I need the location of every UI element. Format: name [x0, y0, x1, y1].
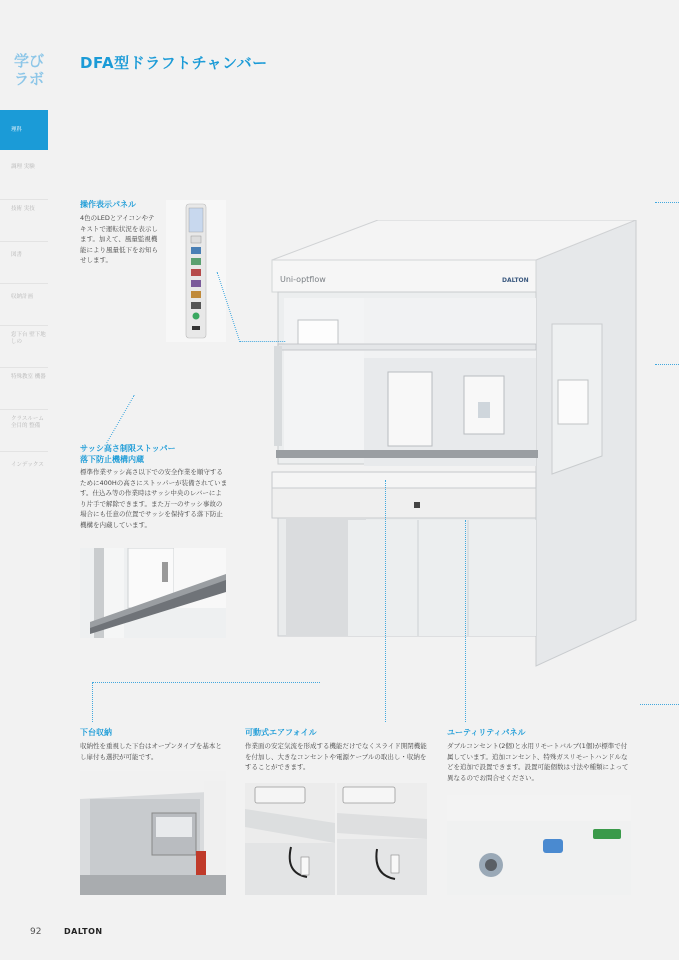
airfoil-photo-1	[245, 783, 335, 895]
sash-stopper-photo	[80, 548, 226, 638]
sash-section-title-1: サッシ高さ制限ストッパー	[80, 444, 176, 453]
sidebar-item-special-rooms[interactable]	[0, 368, 48, 410]
airfoil-photo-2	[337, 783, 427, 895]
callout-line-sash	[106, 395, 166, 443]
callout-line-utility	[465, 520, 466, 722]
page-title: DFA型ドラフトチャンバー	[80, 54, 268, 72]
panel-section-body: 4色のLEDとアイコンやテキストで運転状況を表示します。加えて、風量監視機能により風量低下をお知らせします。	[80, 214, 158, 265]
sidebar-item-label: 調理 実験	[11, 164, 35, 170]
sidebar-item-technology[interactable]	[0, 200, 48, 242]
hood-panel-brand: Uni-optflow	[280, 275, 326, 284]
utility-section-title: ユーティリティパネル	[447, 728, 526, 737]
airfoil-section-title: 可動式エアフォイル	[245, 728, 317, 737]
page-number: 92	[30, 927, 42, 937]
sidebar-item-label: インデックス	[11, 462, 44, 468]
storage-section-body: 収納性を重視した下台はオープンタイプを基本とし扉付も選択が可能です。	[80, 742, 222, 761]
sidebar-item-library[interactable]	[0, 242, 48, 284]
fume-hood-illustration	[268, 220, 638, 670]
brand-line-1: 学び	[14, 52, 45, 70]
sash-section-body: 標準作業サッシ高さ以下での安全作業を順守するために400Hの高さにストッパーが装備されています。仕込み等の作業時はサッシ中央のレバーにより片手で解除できます。また万一のサッシ事故の場合にも任意の位置でサッシを保持する落下防止機構を内蔵しています。	[80, 468, 228, 529]
storage-illustration	[80, 771, 226, 895]
callout-line-right-bottom	[640, 704, 679, 705]
sash-stopper-illustration	[80, 548, 226, 638]
sidebar-item-label: 技術 実技	[11, 206, 35, 212]
sidebar-item-index[interactable]	[0, 452, 48, 494]
sidebar-item-label: 理科	[11, 127, 23, 133]
brand-mark	[14, 52, 48, 88]
sidebar-item-label: 収納計画	[11, 294, 34, 300]
callout-line-right-top	[655, 202, 679, 203]
sidebar-item-storage[interactable]	[0, 284, 48, 326]
storage-section-title: 下台収納	[80, 728, 112, 737]
sidebar-item-label: クラスルーム 全目的 整備	[11, 416, 44, 429]
airfoil-illustration-1	[245, 783, 335, 895]
utility-photo	[447, 795, 631, 895]
sidebar-item-label: 特殊教室 機器	[11, 374, 46, 380]
sidebar-item-label: 窓下台 壁下地しの	[11, 332, 46, 345]
sidebar-item-classroom[interactable]	[0, 410, 48, 452]
callout-line-right-mid	[655, 364, 679, 365]
sidebar-item-label: 図書	[11, 252, 23, 258]
panel-section-title: 操作表示パネル	[80, 200, 136, 209]
control-panel-illustration	[166, 200, 226, 342]
control-panel-photo	[166, 200, 226, 342]
storage-photo	[80, 771, 226, 895]
utility-illustration	[447, 795, 631, 895]
airfoil-section-body: 作業面の安定気流を形成する機能だけでなくスライド開閉機能を付加し、大きなコンセントや電源ケーブルの取出し・収納をすることができます。	[245, 742, 427, 772]
footer-logo: DALTON	[64, 927, 103, 936]
sidebar	[0, 0, 48, 960]
airfoil-illustration-2	[337, 783, 427, 895]
callout-line-airfoil	[385, 480, 386, 722]
sidebar-item-cooking[interactable]	[0, 158, 48, 200]
utility-section-body: ダブルコンセント(2個)と水用リモートバルブ(1個)が標準で付属しています。追加コンセント、特殊ガスリモートハンドルなどを追加で設置できます。設置可能個数は寸法や種類によって異なるのでお問合せください。	[447, 742, 629, 782]
sidebar-item-science[interactable]	[0, 110, 48, 150]
sash-section-title-2: 落下防止機構内蔵	[80, 455, 144, 464]
sidebar-item-window-counter[interactable]	[0, 326, 48, 368]
hood-logo: DALTON	[502, 277, 529, 284]
callout-line-storage	[92, 682, 320, 722]
brand-line-2: ラボ	[14, 70, 45, 88]
